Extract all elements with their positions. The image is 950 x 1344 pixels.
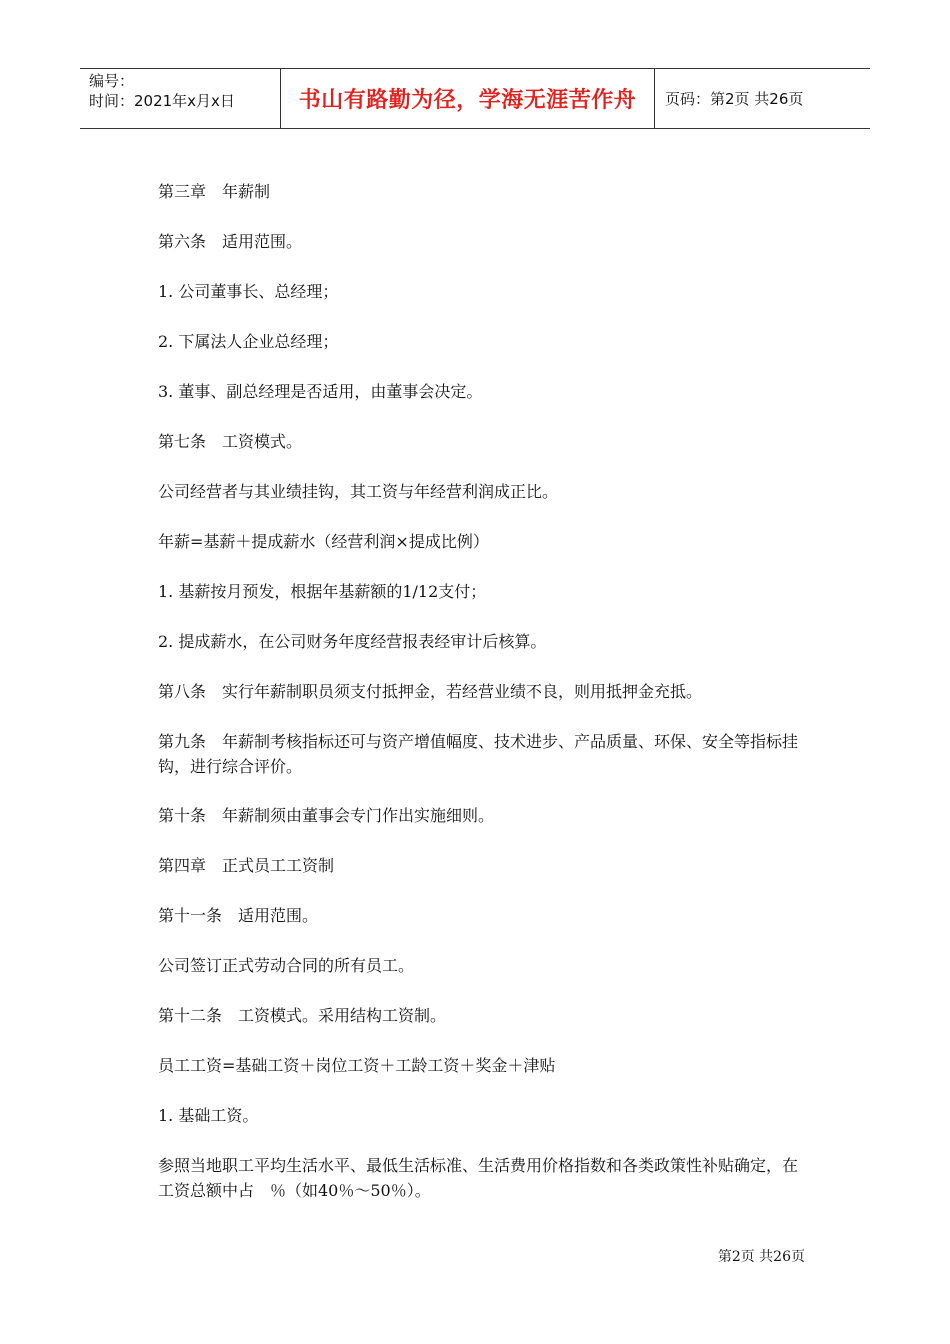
list-item: 1. 公司董事长、总经理； — [158, 282, 339, 301]
chapter-heading: 第四章 正式员工工资制 — [158, 856, 335, 875]
document-number-label: 编号： — [89, 72, 135, 90]
article-heading: 第十一条 适用范围。 — [158, 906, 319, 925]
formula-paragraph: 年薪=基薪＋提成薪水（经营利润×提成比例） — [158, 532, 489, 551]
article-paragraph: 第九条 年薪制考核指标还可与资产增值幅度、技术进步、产品质量、环保、安全等指标挂钩，进行综合评价。 — [158, 732, 799, 776]
header-page-info — [655, 69, 870, 128]
body-paragraph: 公司签订正式劳动合同的所有员工。 — [158, 956, 415, 975]
list-item: 2. 提成薪水，在公司财务年度经营报表经审计后核算。 — [158, 632, 547, 651]
page-footer — [718, 1248, 805, 1266]
list-item: 3. 董事、副总经理是否适用，由董事会决定。 — [158, 382, 483, 401]
chapter-heading: 第三章 年薪制 — [158, 182, 271, 201]
document-date: 时间：2021年x月x日 — [89, 92, 235, 110]
body-paragraph: 参照当地职工平均生活水平、最低生活标准、生活费用价格指数和各类政策性补贴确定，在工资总额中占 ％（如40％～50％）。 — [158, 1156, 799, 1200]
page-header — [80, 68, 870, 129]
list-item: 1. 基薪按月预发，根据年基薪额的1/12支付； — [158, 582, 487, 601]
page-number-info: 页码：第2页 共26页 — [665, 90, 804, 108]
list-item: 2. 下属法人企业总经理； — [158, 332, 339, 351]
formula-paragraph: 员工工资=基础工资＋岗位工资＋工龄工资＋奖金＋津贴 — [158, 1056, 556, 1075]
list-item: 1. 基础工资。 — [158, 1106, 259, 1125]
body-paragraph: 公司经营者与其业绩挂钩，其工资与年经营利润成正比。 — [158, 482, 559, 501]
article-heading: 第十二条 工资模式。采用结构工资制。 — [158, 1006, 447, 1025]
footer-page-number: 第2页 共26页 — [717, 1249, 805, 1265]
header-motto: 书山有路勤为径，学海无涯苦作舟 — [298, 88, 637, 113]
article-heading: 第七条 工资模式。 — [158, 432, 303, 451]
article-paragraph: 第十条 年薪制须由董事会专门作出实施细则。 — [158, 806, 495, 825]
header-motto-cell — [281, 69, 655, 128]
article-paragraph: 第八条 实行年薪制职员须支付抵押金，若经营业绩不良，则用抵押金充抵。 — [158, 682, 703, 701]
article-heading: 第六条 适用范围。 — [158, 232, 303, 251]
header-meta — [80, 69, 281, 128]
